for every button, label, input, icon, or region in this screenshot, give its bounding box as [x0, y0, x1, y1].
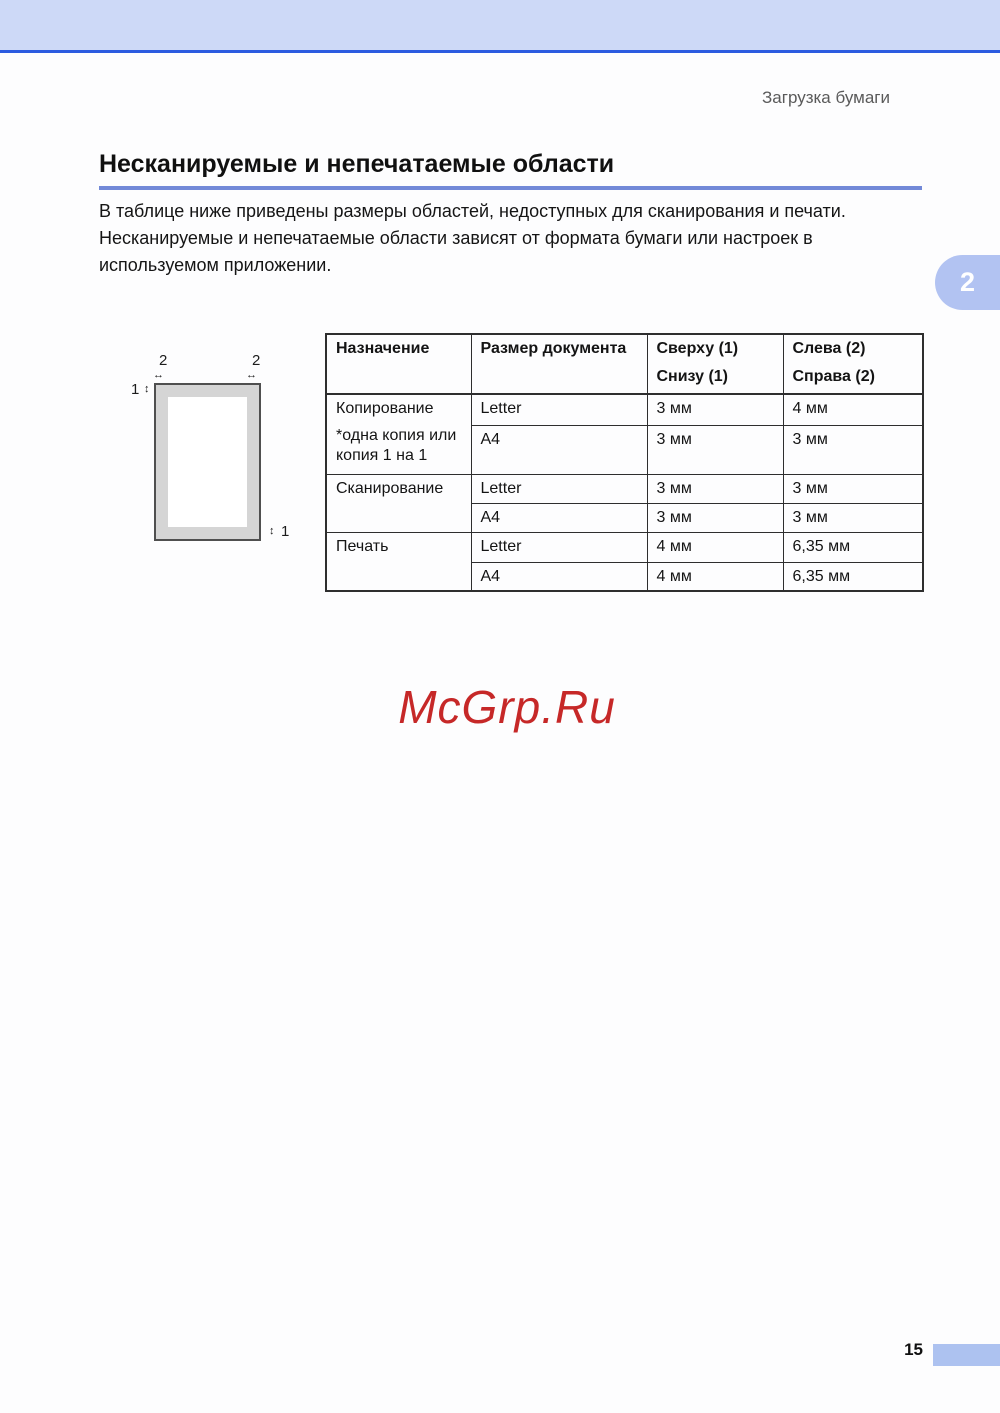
- cell-doc-size: A4: [471, 562, 647, 591]
- col-header-left-right: [783, 334, 923, 394]
- cell-top-bottom-margin: 3 мм: [647, 425, 783, 474]
- vertical-arrow-icon: ↕: [144, 383, 150, 395]
- cell-top-bottom-margin: 3 мм: [647, 474, 783, 503]
- header-line-top: Сверху (1): [656, 340, 739, 357]
- bottom-margin-label: 1: [281, 523, 290, 540]
- usage-name: Копирование: [336, 400, 434, 417]
- watermark: McGrp.Ru: [398, 681, 616, 733]
- cell-left-right-margin: 6,35 мм: [783, 532, 923, 562]
- cell-doc-size: A4: [471, 425, 647, 474]
- cell-left-right-margin: 4 мм: [783, 394, 923, 425]
- page-top-banner: [0, 0, 1000, 53]
- header-line-left: Слева (2): [792, 340, 866, 357]
- cell-doc-size: Letter: [471, 532, 647, 562]
- cell-top-bottom-margin: 4 мм: [647, 532, 783, 562]
- cell-top-bottom-margin: 3 мм: [647, 503, 783, 532]
- cell-top-bottom-margin: 3 мм: [647, 394, 783, 425]
- running-header: Загрузка бумаги: [762, 88, 890, 107]
- unprintable-areas-table: [325, 333, 924, 592]
- horizontal-arrow-icon: ↔: [246, 369, 257, 381]
- col-header-usage: Назначение: [326, 334, 471, 394]
- cell-left-right-margin: 3 мм: [783, 425, 923, 474]
- intro-paragraph: В таблице ниже приведены размеры областей, недоступных для сканирования и печати. Несканируемые и непечатаемые области зависят от формата бумаги или настроек в используемом приложении.: [99, 201, 846, 275]
- horizontal-arrow-icon: ↔: [153, 369, 164, 381]
- cell-left-right-margin: 3 мм: [783, 474, 923, 503]
- cell-top-bottom-margin: 4 мм: [647, 562, 783, 591]
- cell-doc-size: Letter: [471, 394, 647, 425]
- header-line-bottom: Снизу (1): [656, 368, 729, 385]
- left-margin-label: 2: [159, 352, 168, 369]
- page-number: 15: [904, 1340, 923, 1359]
- paper-outline: [154, 383, 261, 541]
- col-header-doc-size: Размер документа: [471, 334, 647, 394]
- right-margin-label: 2: [252, 352, 261, 369]
- chapter-number-badge: 2: [935, 255, 1000, 310]
- usage-note: *одна копия или копия 1 на 1: [336, 427, 457, 464]
- table-row: [326, 394, 923, 425]
- top-margin-label: 1: [131, 381, 140, 398]
- vertical-arrow-icon: ↕: [269, 525, 275, 537]
- table-row: [326, 474, 923, 503]
- paper-margins-diagram: [128, 350, 308, 555]
- usage-cell-copy: [326, 394, 471, 474]
- col-header-top-bottom: [647, 334, 783, 394]
- section-title: Несканируемые и непечатаемые области: [99, 150, 615, 178]
- header-line-right: Справа (2): [792, 368, 875, 385]
- cell-doc-size: A4: [471, 503, 647, 532]
- cell-left-right-margin: 3 мм: [783, 503, 923, 532]
- printable-area: [168, 397, 247, 527]
- cell-doc-size: Letter: [471, 474, 647, 503]
- cell-left-right-margin: 6,35 мм: [783, 562, 923, 591]
- table-row: [326, 532, 923, 562]
- usage-cell-print: Печать: [326, 532, 471, 591]
- footer-accent-bar: [933, 1344, 1000, 1366]
- title-underline: [99, 186, 922, 190]
- table-header-row: [326, 334, 923, 394]
- usage-cell-scan: Сканирование: [326, 474, 471, 532]
